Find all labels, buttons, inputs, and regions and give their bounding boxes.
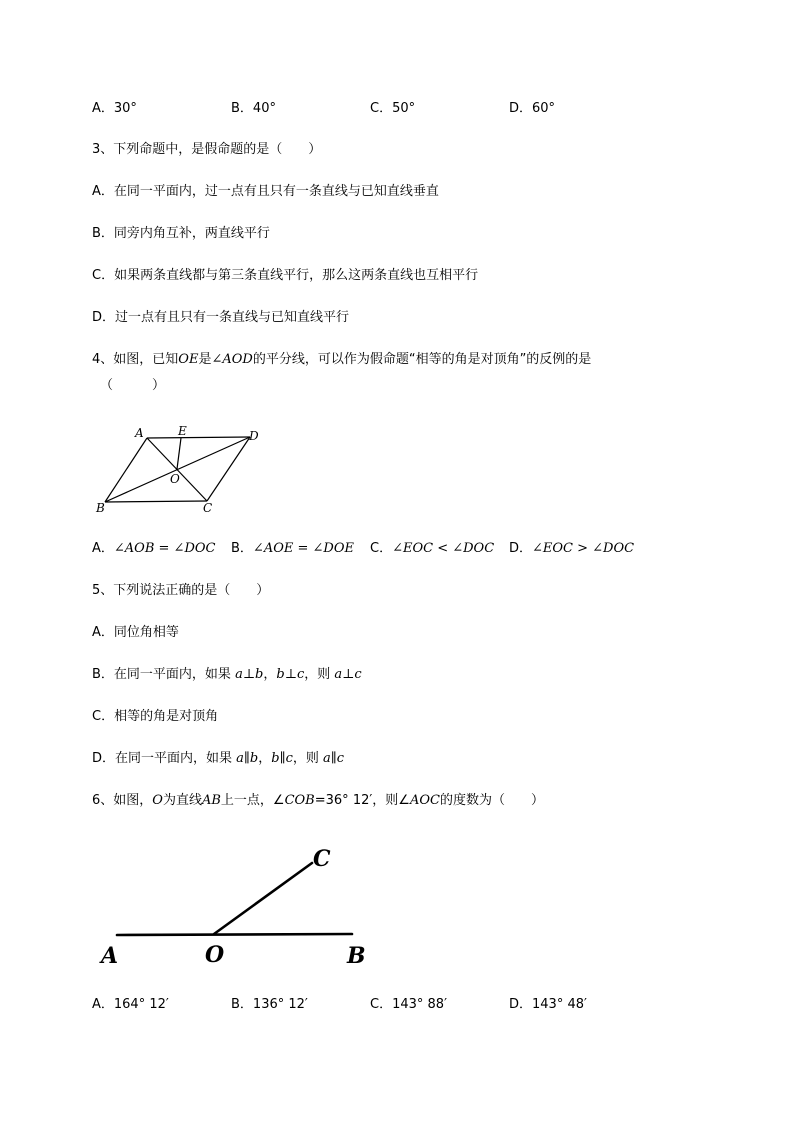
q5-option-d-pre: D．在同一平面内，如果 [92, 751, 237, 766]
q4-option-c-letter: C． [370, 541, 393, 556]
q5-option-b-pre: B．在同一平面内，如果 [92, 667, 236, 682]
q6-ray-oc [214, 863, 312, 934]
q6-stem-cob: COB [284, 793, 315, 808]
q5-option-b-e2: b⊥c [276, 667, 305, 682]
q5-option-b-e1: a⊥b [235, 667, 264, 682]
q4-stem-post: 的平分线，可以作为假命题“相等的角是对顶角”的反例的是 [252, 352, 592, 367]
q4-label-c: C [203, 501, 213, 515]
q4-label-a: A [135, 426, 144, 440]
q5-option-d-sep1: ， [258, 751, 272, 766]
q4-diagonal-ac [147, 438, 207, 501]
q5-option-b-e3: a⊥c [334, 667, 362, 682]
q3-option-b: B．同旁内角互补，两直线平行 [92, 226, 270, 241]
q5-option-b [92, 666, 362, 684]
q6-label-o: O [205, 942, 225, 968]
q5-stem: 5、下列说法正确的是（ ） [92, 583, 270, 598]
q4-option-d-expr: ∠EOC > ∠DOC [532, 541, 635, 556]
q6-stem-mid2: 上一点，∠ [220, 793, 285, 808]
q3-option-a: A．在同一平面内，过一点有且只有一条直线与已知直线垂直 [92, 184, 439, 199]
q4-answer-paren: （ ） [100, 378, 166, 393]
q4-stem-oe: OE [178, 352, 199, 367]
q6-label-c: C [313, 846, 331, 872]
q4-segment-ad [147, 437, 250, 438]
q4-option-a-expr: ∠AOB = ∠DOC [113, 541, 216, 556]
q5-option-d-sep2: ，则 [292, 751, 323, 766]
q3-stem: 3、下列命题中，是假命题的是（ ） [92, 142, 322, 157]
q5-option-d-e2: b∥c [271, 751, 293, 766]
q6-option-c: C．143° 88′ [370, 997, 448, 1012]
q4-option-a [92, 540, 215, 558]
q4-option-b-expr: ∠AOE = ∠DOE [252, 541, 354, 556]
q4-label-d: D [249, 429, 259, 443]
q6-stem [92, 792, 544, 810]
q6-stem-o: O [152, 793, 163, 808]
q4-segment-oe [177, 438, 181, 469]
q4-stem [92, 351, 591, 369]
q5-option-c: C．相等的角是对顶角 [92, 709, 219, 724]
q4-figure [90, 420, 280, 520]
q6-stem-end: 的度数为（ ） [439, 793, 544, 808]
q4-segment-bc [105, 501, 207, 502]
q5-option-b-sep2: ，则 [304, 667, 335, 682]
q3-option-c: C．如果两条直线都与第三条直线平行，那么这两条直线也互相平行 [92, 268, 479, 283]
q6-figure [95, 840, 385, 975]
q2-option-d: D．60° [509, 101, 556, 116]
q4-option-a-letter: A． [92, 541, 114, 556]
q5-option-b-sep1: ， [263, 667, 277, 682]
q2-option-c: C．50° [370, 101, 416, 116]
q6-stem-pre: 6、如图， [92, 793, 153, 808]
q4-label-b: B [96, 501, 105, 515]
q5-option-a: A．同位角相等 [92, 625, 179, 640]
q6-label-a: A [101, 943, 119, 969]
q4-option-b [231, 540, 354, 558]
q6-stem-aoc: AOC [409, 793, 440, 808]
q5-option-d-e3: a∥c [323, 751, 345, 766]
q5-option-d-e1: a∥b [236, 751, 259, 766]
q4-option-d [509, 540, 634, 558]
q6-stem-mid: 为直线 [162, 793, 202, 808]
q6-option-b: B．136° 12′ [231, 997, 308, 1012]
q6-option-a: A．164° 12′ [92, 997, 169, 1012]
q2-option-a: A．30° [92, 101, 137, 116]
q2-option-b: B．40° [231, 101, 276, 116]
q4-option-c [370, 540, 494, 558]
q4-label-e: E [178, 424, 187, 438]
q6-line-ab [117, 934, 352, 935]
q4-option-d-letter: D． [509, 541, 533, 556]
q6-label-b: B [347, 943, 366, 969]
q6-stem-ab: AB [201, 793, 221, 808]
q5-option-d [92, 750, 344, 768]
q4-label-o: O [170, 472, 180, 486]
q6-stem-post: =36° 12′，则∠ [314, 793, 410, 808]
q4-stem-pre: 4、如图，已知 [92, 352, 179, 367]
q4-stem-angle: ∠AOD [211, 352, 253, 367]
q4-stem-mid: 是 [198, 352, 212, 367]
q4-option-b-letter: B． [231, 541, 253, 556]
q3-option-d: D．过一点有且只有一条直线与已知直线平行 [92, 310, 350, 325]
q4-option-c-expr: ∠EOC < ∠DOC [392, 541, 495, 556]
q6-option-d: D．143° 48′ [509, 997, 587, 1012]
